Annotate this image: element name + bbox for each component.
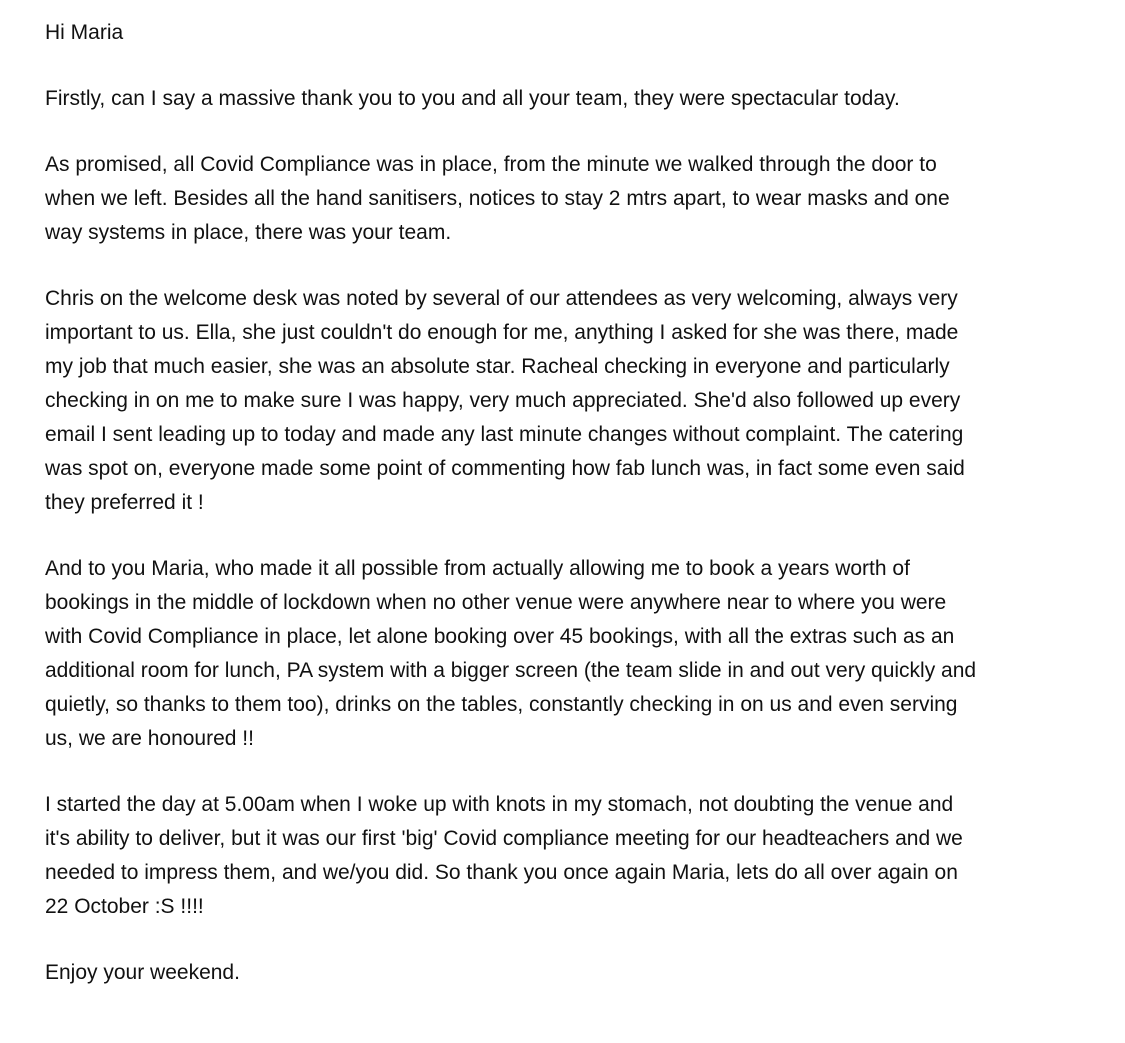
letter-body <box>45 16 1105 1022</box>
paragraph-line: I started the day at 5.00am when I woke up with knots in my stomach, not doubting the venue and <box>45 793 954 816</box>
paragraph-line: email I sent leading up to today and made any last minute changes without complaint. The catering <box>45 423 964 446</box>
paragraph-line: us, we are honoured !! <box>45 727 254 750</box>
covid-compliance-paragraph <box>45 148 1105 250</box>
paragraph-line: checking in on me to make sure I was happy, very much appreciated. She'd also followed up every <box>45 389 961 412</box>
paragraph-line: they preferred it ! <box>45 491 204 514</box>
paragraph-line: Firstly, can I say a massive thank you to you and all your team, they were spectacular today. <box>45 87 900 110</box>
team-praise-paragraph <box>45 282 1105 520</box>
day-summary-paragraph <box>45 788 1105 924</box>
paragraph-line: Chris on the welcome desk was noted by several of our attendees as very welcoming, always very <box>45 287 958 310</box>
paragraph-line: my job that much easier, she was an absolute star. Racheal checking in everyone and particularly <box>45 355 950 378</box>
maria-thanks-paragraph <box>45 552 1105 756</box>
paragraph-line: was spot on, everyone made some point of commenting how fab lunch was, in fact some even said <box>45 457 965 480</box>
paragraph-line: 22 October :S !!!! <box>45 895 204 918</box>
paragraph-line: it's ability to deliver, but it was our first 'big' Covid compliance meeting for our headteachers and we <box>45 827 963 850</box>
paragraph-line: important to us. Ella, she just couldn't do enough for me, anything I asked for she was there, made <box>45 321 959 344</box>
closing-line: Enjoy your weekend. <box>45 961 240 984</box>
paragraph-line: needed to impress them, and we/you did. So thank you once again Maria, lets do all over again on <box>45 861 958 884</box>
thanks-paragraph <box>45 82 1105 116</box>
paragraph-line: with Covid Compliance in place, let alone booking over 45 bookings, with all the extras such as an <box>45 625 955 648</box>
greeting-paragraph <box>45 16 1105 50</box>
paragraph-line: way systems in place, there was your team. <box>45 221 452 244</box>
paragraph-line: when we left. Besides all the hand sanitisers, notices to stay 2 mtrs apart, to wear masks and one <box>45 187 950 210</box>
closing-paragraph <box>45 956 1105 990</box>
paragraph-line: As promised, all Covid Compliance was in place, from the minute we walked through the door to <box>45 153 937 176</box>
paragraph-line: bookings in the middle of lockdown when no other venue were anywhere near to where you were <box>45 591 947 614</box>
greeting-line: Hi Maria <box>45 21 124 44</box>
paragraph-line: additional room for lunch, PA system with a bigger screen (the team slide in and out very quickly and <box>45 659 977 682</box>
paragraph-line: And to you Maria, who made it all possible from actually allowing me to book a years worth of <box>45 557 910 580</box>
paragraph-line: quietly, so thanks to them too), drinks on the tables, constantly checking in on us and even serving <box>45 693 958 716</box>
